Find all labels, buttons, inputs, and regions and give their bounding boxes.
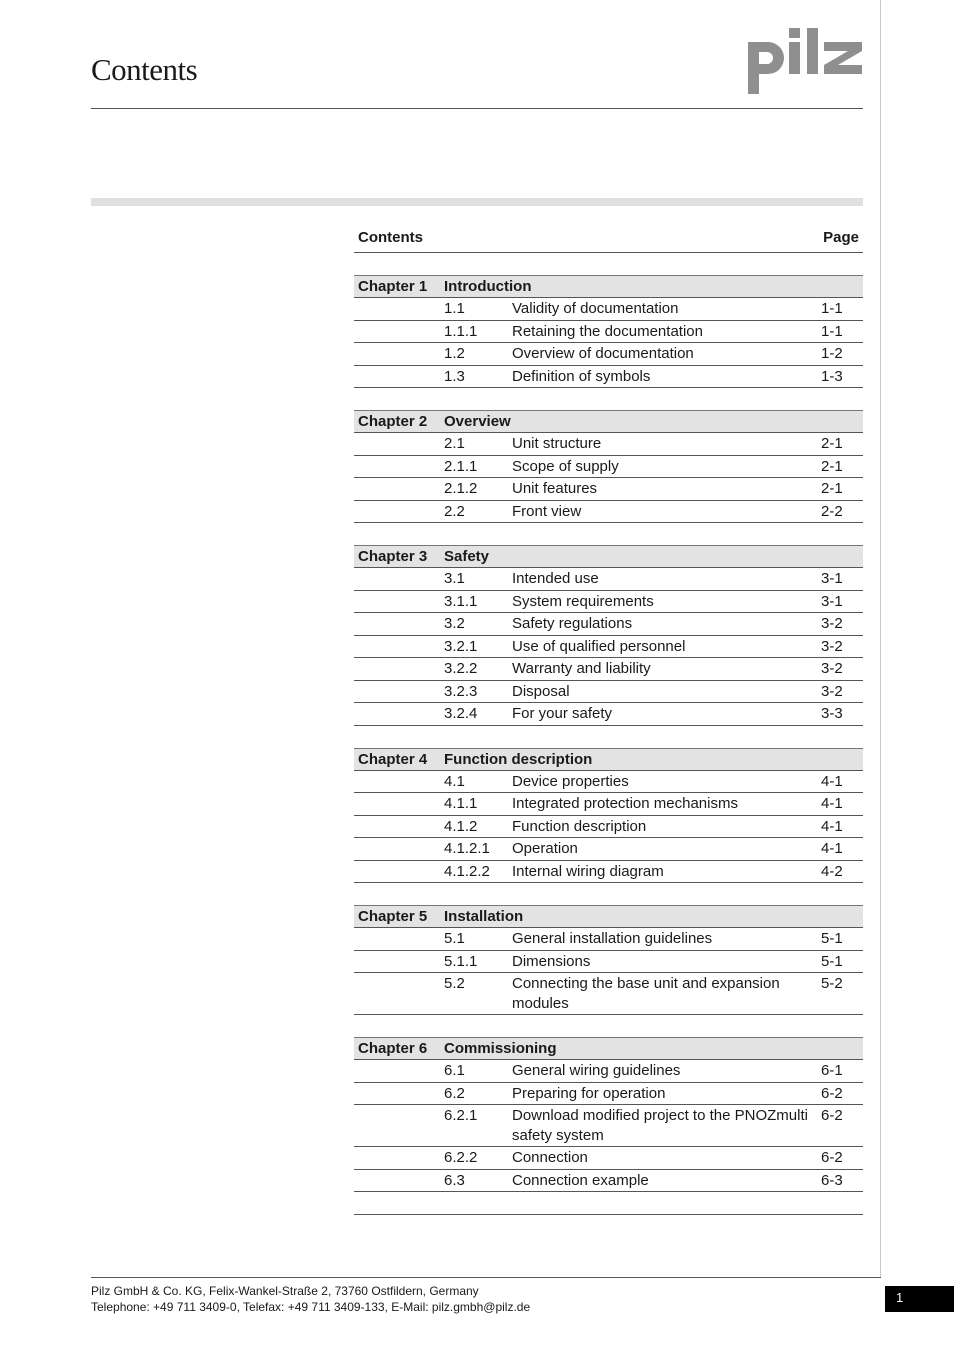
toc-entry-row[interactable] [354,973,863,1015]
entry-number: 3.2 [444,615,465,632]
entry-title: Integrated protection mechanisms [512,795,738,812]
toc-entry-row[interactable] [354,793,863,816]
entry-page: 4-1 [821,840,843,857]
toc-entry-row[interactable] [354,1147,863,1170]
entry-number: 1.2 [444,345,465,362]
entry-title: Device properties [512,772,629,790]
chapter-label: Chapter 2 [358,413,428,430]
entry-title: Connecting the base unit and expansion modules [512,975,780,1012]
toc-entry-row[interactable] [354,298,863,321]
footer-address: Pilz GmbH & Co. KG, Felix-Wankel-Straße 2, 73760 Ostfildern, Germany [91,1284,479,1298]
entry-number: 6.2 [444,1084,465,1102]
toc-entry-row[interactable] [354,456,863,479]
entry-title: Definition of symbols [512,367,651,385]
toc-entry-row[interactable] [354,1083,863,1106]
entry-number: 3.2.3 [444,682,478,700]
entry-title: Validity of documentation [512,300,679,317]
entry-page: 6-3 [821,1171,843,1189]
header-rule [91,108,863,109]
table-of-contents [354,229,863,1215]
toc-entry-row[interactable] [354,681,863,704]
entry-page: 6-2 [821,1084,843,1102]
toc-entry-row[interactable] [354,366,863,389]
entry-page: 2-1 [821,457,843,475]
entry-number: 3.2.1 [444,637,478,655]
entry-title: Warranty and liability [512,660,651,677]
chapter-heading-row[interactable] [354,275,863,298]
entry-number: 3.2.4 [444,705,478,722]
toc-entry-row[interactable] [354,658,863,681]
pilz-logo [744,26,866,96]
toc-entry-row[interactable] [354,343,863,366]
entry-title: Use of qualified personnel [512,637,686,655]
entry-title: Unit structure [512,435,602,452]
toc-chapter-section [354,275,863,388]
entry-page: 3-2 [821,682,843,700]
toc-entry-row[interactable] [354,951,863,974]
chapter-title: Commissioning [444,1040,557,1057]
entry-title: Intended use [512,570,599,587]
entry-title: Function description [512,817,647,835]
entry-title: System requirements [512,592,654,610]
chapter-title: Overview [444,413,511,430]
entry-number: 5.1 [444,930,465,947]
chapter-heading-row[interactable] [354,748,863,771]
page-column-label: Page [823,229,859,246]
entry-title: Preparing for operation [512,1084,666,1102]
entry-title: Internal wiring diagram [512,862,664,880]
entry-page: 3-1 [821,592,843,610]
entry-number: 2.1 [444,435,465,452]
right-margin-rule [880,0,881,1278]
entry-number: 5.1.1 [444,952,478,970]
entry-page: 3-3 [821,705,843,722]
chapter-title: Introduction [444,278,532,295]
entry-number: 4.1.2 [444,817,478,835]
entry-title: Overview of documentation [512,345,694,362]
chapter-heading-row[interactable] [354,410,863,433]
entry-page: 3-2 [821,637,843,655]
entry-title: Download modified project to the PNOZmulti safety system [512,1107,808,1144]
toc-entry-row[interactable] [354,321,863,344]
toc-entry-row[interactable] [354,1105,863,1147]
entry-number: 1.3 [444,367,465,385]
entry-title: Front view [512,502,582,520]
chapter-label: Chapter 5 [358,908,428,925]
entry-page: 1-1 [821,300,843,317]
entry-page: 2-1 [821,435,843,452]
entry-title: Scope of supply [512,457,619,475]
toc-entry-row[interactable] [354,816,863,839]
toc-entry-row[interactable] [354,771,863,794]
entry-title: General installation guidelines [512,930,713,947]
entry-number: 6.2.1 [444,1107,478,1124]
entry-number: 1.1.1 [444,322,478,340]
toc-body [354,275,863,1192]
toc-entry-row[interactable] [354,861,863,884]
entry-page: 1-1 [821,322,843,340]
entry-number: 3.1.1 [444,592,478,610]
entry-number: 2.1.2 [444,480,478,497]
toc-chapter-section [354,1037,863,1192]
entry-page: 2-2 [821,502,843,520]
entry-page: 4-1 [821,772,843,790]
toc-header [354,229,863,253]
chapter-title: Installation [444,908,524,925]
entry-page: 4-1 [821,817,843,835]
entry-page: 6-1 [821,1062,843,1079]
chapter-label: Chapter 4 [358,750,428,768]
entry-page: 4-1 [821,795,843,812]
entry-page: 5-2 [821,975,843,992]
entry-title: Unit features [512,480,598,497]
entry-page: 1-2 [821,345,843,362]
entry-title: Disposal [512,682,570,700]
entry-page: 3-1 [821,570,843,587]
entry-number: 4.1.2.1 [444,840,490,857]
chapter-title: Function description [444,750,593,768]
entry-number: 3.1 [444,570,465,587]
toc-entry-row[interactable] [354,636,863,659]
entry-page: 4-2 [821,862,843,880]
toc-entry-row[interactable] [354,501,863,524]
entry-page: 2-1 [821,480,843,497]
entry-title: General wiring guidelines [512,1062,681,1079]
entry-page: 1-3 [821,367,843,385]
entry-number: 6.3 [444,1171,465,1189]
entry-number: 4.1.2.2 [444,862,490,880]
chapter-heading-row[interactable] [354,905,863,928]
toc-entry-row[interactable] [354,613,863,636]
chapter-label: Chapter 3 [358,548,428,565]
toc-entry-row[interactable] [354,433,863,456]
entry-number: 2.1.1 [444,457,478,475]
chapter-title: Safety [444,548,490,565]
toc-chapter-section [354,545,863,726]
toc-entry-row[interactable] [354,1170,863,1193]
entry-title: Connection [512,1149,588,1166]
toc-chapter-section [354,410,863,523]
entry-number: 1.1 [444,300,465,317]
entry-page: 5-1 [821,952,843,970]
entry-title: Retaining the documentation [512,322,703,340]
entry-number: 5.2 [444,975,465,992]
entry-title: Safety regulations [512,615,633,632]
entry-number: 6.1 [444,1062,465,1079]
entry-title: For your safety [512,705,613,722]
chapter-heading-row[interactable] [354,1037,863,1060]
toc-entry-row[interactable] [354,1060,863,1083]
entry-number: 4.1.1 [444,795,478,812]
entry-number: 2.2 [444,502,465,520]
entry-title: Connection example [512,1171,649,1189]
entry-title: Dimensions [512,952,591,970]
entry-page: 6-2 [821,1149,843,1166]
entry-page: 3-2 [821,660,843,677]
chapter-heading-row[interactable] [354,545,863,568]
toc-chapter-section [354,748,863,884]
entry-number: 6.2.2 [444,1149,478,1166]
toc-entry-row[interactable] [354,568,863,591]
contents-column-label: Contents [358,229,423,246]
page-title: Contents [91,52,198,87]
page-number: 1 [885,1286,954,1312]
footer-contact: Telephone: +49 711 3409-0, Telefax: +49 711 3409-133, E-Mail: pilz.gmbh@pilz.de [91,1300,531,1314]
toc-end-rule [354,1214,863,1215]
entry-number: 3.2.2 [444,660,478,677]
entry-page: 3-2 [821,615,843,632]
toc-chapter-section [354,905,863,1015]
chapter-label: Chapter 1 [358,278,428,295]
entry-number: 4.1 [444,772,465,790]
entry-page: 5-1 [821,930,843,947]
chapter-label: Chapter 6 [358,1040,428,1057]
footer-rule [91,1277,881,1278]
toc-entry-row[interactable] [354,928,863,951]
toc-entry-row[interactable] [354,703,863,726]
entry-title: Operation [512,840,578,857]
toc-entry-row[interactable] [354,591,863,614]
footer [91,1283,530,1315]
section-bar [91,198,863,206]
entry-page: 6-2 [821,1107,843,1124]
toc-entry-row[interactable] [354,478,863,501]
toc-entry-row[interactable] [354,838,863,861]
